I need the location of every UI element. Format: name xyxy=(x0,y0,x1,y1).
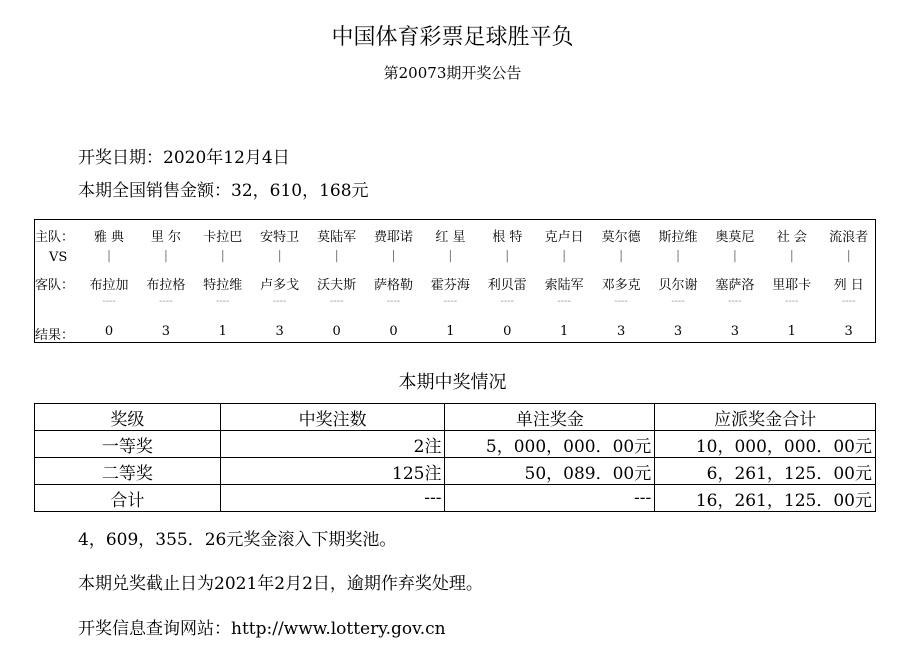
vs-divider: | xyxy=(334,248,339,262)
home-label: 主队： xyxy=(35,230,75,245)
col-header-unit-prize: 单注奖金 xyxy=(445,404,655,431)
away-team: 布拉加 xyxy=(89,278,129,293)
match-result: 0 xyxy=(503,324,512,339)
vs-divider: | xyxy=(277,248,282,262)
vs-divider: | xyxy=(220,248,225,262)
home-team: 根 特 xyxy=(492,230,523,245)
vs-divider: | xyxy=(846,248,851,262)
winner-count: 125注 xyxy=(220,458,445,485)
vs-divider: | xyxy=(732,248,737,262)
vs-divider: | xyxy=(391,248,396,262)
col-header-count: 中奖注数 xyxy=(220,404,445,431)
unit-prize: 5，000，000．00元 xyxy=(445,431,655,458)
team-divider: ---- xyxy=(671,296,685,307)
match-result: 1 xyxy=(560,324,569,339)
prize-level: 二等奖 xyxy=(35,458,221,485)
away-team: 萨格勒 xyxy=(373,278,413,293)
match-result: 3 xyxy=(844,324,853,339)
match-result: 0 xyxy=(332,324,341,339)
away-team: 利贝雷 xyxy=(487,278,527,293)
vs-divider: | xyxy=(789,248,794,262)
home-team: 安特卫 xyxy=(260,230,300,245)
away-team: 贝尔谢 xyxy=(658,278,698,293)
home-team: 红 星 xyxy=(435,230,466,245)
away-team: 布拉格 xyxy=(146,278,186,293)
rollover-note: 4，609，355．26元奖金滚入下期奖池。 xyxy=(78,530,397,550)
match-result: 3 xyxy=(673,324,683,339)
match-result: 1 xyxy=(218,324,227,339)
prize-header-row xyxy=(35,404,876,431)
home-team: 莫尔德 xyxy=(601,230,641,245)
vs-divider: | xyxy=(163,248,168,262)
vs-divider: | xyxy=(448,248,453,262)
match-result: 0 xyxy=(389,324,398,339)
unit-prize: --- xyxy=(445,485,655,512)
away-team: 沃夫斯 xyxy=(317,278,357,293)
team-divider: ---- xyxy=(329,296,344,307)
vs-divider: | xyxy=(106,248,112,262)
prize-section-title: 本期中奖情况 xyxy=(398,372,507,393)
vs-label: VS xyxy=(49,250,68,265)
match-table xyxy=(34,219,876,343)
issue-subtitle: 第20073期开奖公告 xyxy=(383,64,522,82)
home-team: 莫陆军 xyxy=(317,230,357,245)
sales-amount: 本期全国销售金额：32，610，168元 xyxy=(78,181,369,201)
page-title: 中国体育彩票足球胜平负 xyxy=(331,25,574,50)
team-divider: ---- xyxy=(443,296,458,307)
team-divider: ---- xyxy=(728,296,742,307)
table-row xyxy=(35,458,876,485)
table-row xyxy=(35,431,876,458)
team-divider: ---- xyxy=(841,296,856,307)
total-prize: 16，261，125．00元 xyxy=(655,485,876,512)
website-note: 开奖信息查询网站：http://www.lottery.gov.cn xyxy=(78,619,446,639)
team-divider: ---- xyxy=(785,296,799,307)
team-divider: ---- xyxy=(386,296,401,307)
match-result: 1 xyxy=(446,324,455,339)
prize-table xyxy=(34,403,876,512)
home-team: 克卢日 xyxy=(544,230,584,245)
match-result: 3 xyxy=(161,324,171,339)
away-team: 卢多戈 xyxy=(260,278,300,293)
vs-divider: | xyxy=(505,248,510,262)
match-result: 3 xyxy=(616,324,626,339)
match-result: 1 xyxy=(787,324,796,339)
match-result: 3 xyxy=(275,324,284,339)
away-team: 霍芬海 xyxy=(430,278,470,293)
col-header-total: 应派奖金合计 xyxy=(655,404,876,431)
away-team: 特拉维 xyxy=(203,278,243,293)
home-team: 卡拉巴 xyxy=(203,230,243,245)
total-prize: 10，000，000．00元 xyxy=(655,431,876,458)
home-team: 斯拉维 xyxy=(658,230,698,245)
team-divider: ---- xyxy=(216,296,230,307)
team-divider: ---- xyxy=(500,296,515,307)
away-team: 列 日 xyxy=(833,278,864,293)
team-divider: ---- xyxy=(272,296,287,307)
prize-level: 合计 xyxy=(35,485,221,512)
away-team: 索陆军 xyxy=(544,278,584,293)
away-team: 里耶卡 xyxy=(772,278,812,293)
away-team: 塞萨洛 xyxy=(715,278,755,293)
home-team: 里 尔 xyxy=(150,230,181,245)
match-result: 3 xyxy=(730,324,740,339)
home-team: 奥莫尼 xyxy=(715,230,755,245)
home-team: 社 会 xyxy=(776,230,807,245)
match-result: 0 xyxy=(104,324,114,339)
vs-divider: | xyxy=(619,248,624,262)
team-divider: ---- xyxy=(102,296,116,307)
team-divider: ---- xyxy=(159,296,173,307)
vs-divider: | xyxy=(562,248,567,262)
unit-prize: 50，089．00元 xyxy=(445,458,655,485)
prize-level: 一等奖 xyxy=(35,431,221,458)
table-row xyxy=(35,485,876,512)
home-team: 雅 典 xyxy=(93,230,125,245)
winner-count: --- xyxy=(220,485,445,512)
draw-date: 开奖日期：2020年12月4日 xyxy=(78,148,290,168)
claim-deadline: 本期兑奖截止日为2021年2月2日，逾期作弃奖处理。 xyxy=(78,574,483,594)
col-header-level: 奖级 xyxy=(35,404,221,431)
team-divider: ---- xyxy=(614,296,628,307)
home-team: 费耶诺 xyxy=(373,230,413,245)
home-team: 流浪者 xyxy=(829,230,869,245)
team-divider: ---- xyxy=(557,296,571,307)
result-label: 结果： xyxy=(35,328,75,343)
vs-divider: | xyxy=(675,248,681,262)
away-label: 客队： xyxy=(35,278,75,293)
total-prize: 6，261，125．00元 xyxy=(655,458,876,485)
winner-count: 2注 xyxy=(220,431,445,458)
away-team: 邓多克 xyxy=(601,278,641,293)
